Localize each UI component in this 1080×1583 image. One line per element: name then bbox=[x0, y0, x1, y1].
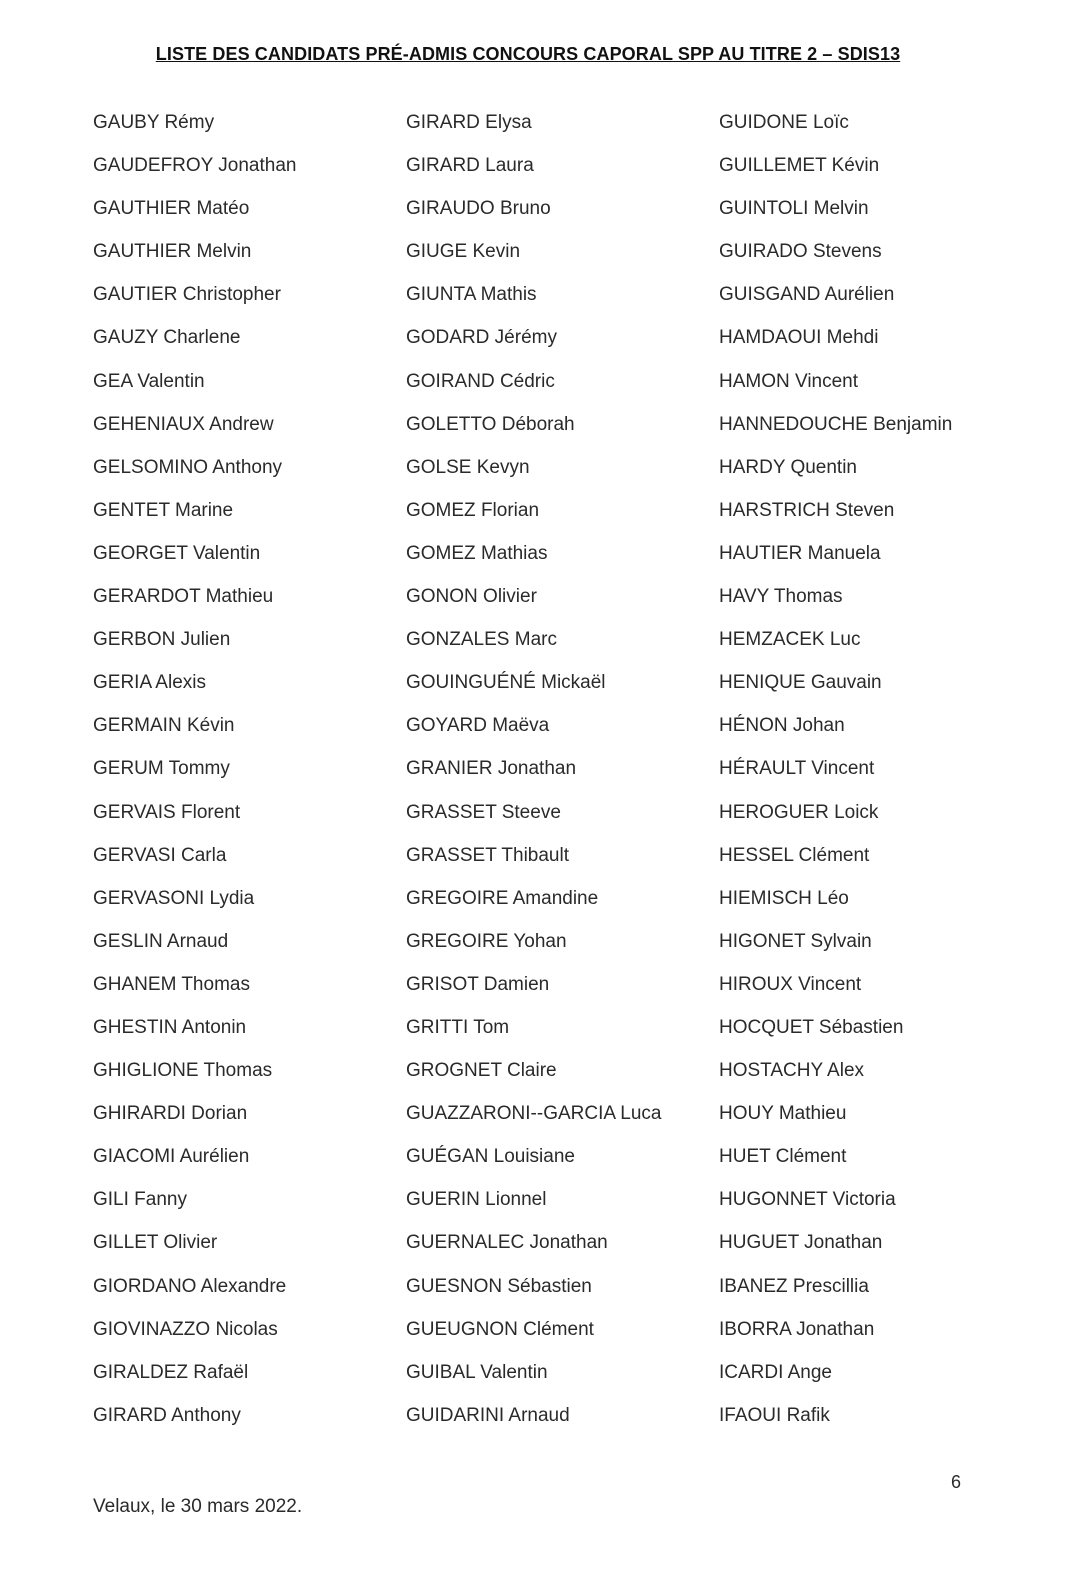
candidate-name: GOYARD Maëva bbox=[406, 715, 550, 737]
candidate-name: HARDY Quentin bbox=[719, 456, 857, 478]
candidate-name: GHANEM Thomas bbox=[93, 973, 250, 995]
candidate-name: HAVY Thomas bbox=[719, 586, 843, 608]
candidate-name: GONON Olivier bbox=[406, 586, 537, 608]
candidate-name: GUINTOLI Melvin bbox=[719, 198, 869, 220]
candidate-name: GIACOMI Aurélien bbox=[93, 1146, 250, 1168]
page-title: LISTE DES CANDIDATS PRÉ-ADMIS CONCOURS CAPORAL SPP AU TITRE 2 – SDIS13 bbox=[155, 44, 901, 64]
candidate-name: GERUM Tommy bbox=[93, 758, 230, 780]
candidate-name: GUIDARINI Arnaud bbox=[406, 1404, 570, 1426]
candidate-name: HUET Clément bbox=[719, 1146, 847, 1168]
candidate-name: HEROGUER Loick bbox=[719, 801, 879, 823]
candidate-name: HUGONNET Victoria bbox=[719, 1189, 896, 1211]
candidate-name: GELSOMINO Anthony bbox=[93, 456, 283, 478]
candidate-name: HAMON Vincent bbox=[719, 370, 859, 392]
candidate-name: GIRARD Laura bbox=[406, 155, 534, 177]
candidate-name: GERBON Julien bbox=[93, 629, 231, 651]
candidate-name: GEA Valentin bbox=[93, 370, 205, 392]
candidate-name: HOSTACHY Alex bbox=[719, 1060, 865, 1082]
candidate-name: GERIA Alexis bbox=[93, 672, 206, 694]
candidate-name: GUEUGNON Clément bbox=[406, 1318, 594, 1340]
candidate-name: GUESNON Sébastien bbox=[406, 1275, 592, 1297]
candidate-name: GIRALDEZ Rafaël bbox=[93, 1361, 249, 1383]
candidate-name: GHESTIN Antonin bbox=[93, 1016, 247, 1038]
candidate-name: HENIQUE Gauvain bbox=[719, 672, 882, 694]
candidate-name: GUISGAND Aurélien bbox=[719, 284, 895, 306]
candidate-name: HÉRAULT Vincent bbox=[719, 758, 875, 780]
candidate-name: GUIRADO Stevens bbox=[719, 241, 882, 263]
candidate-name: GONZALES Marc bbox=[406, 629, 557, 651]
candidate-name: HIGONET Sylvain bbox=[719, 930, 872, 952]
candidate-name: GOLETTO Déborah bbox=[406, 413, 575, 435]
candidate-name: HARSTRICH Steven bbox=[719, 499, 895, 521]
candidate-name: GREGOIRE Yohan bbox=[406, 930, 567, 952]
candidate-name: IBANEZ Prescillia bbox=[719, 1275, 869, 1297]
candidate-name: GAUZY Charlene bbox=[93, 327, 241, 349]
candidate-name: ICARDI Ange bbox=[719, 1361, 832, 1383]
candidate-name: HEMZACEK Luc bbox=[719, 629, 861, 651]
candidate-name: GUILLEMET Kévin bbox=[719, 155, 880, 177]
candidate-name: GILLET Olivier bbox=[93, 1232, 218, 1254]
candidate-column-1 bbox=[93, 110, 296, 1446]
candidate-name: GOMEZ Mathias bbox=[406, 542, 548, 564]
candidate-name: GESLIN Arnaud bbox=[93, 930, 229, 952]
candidate-name: GERARDOT Mathieu bbox=[93, 586, 274, 608]
candidate-name: GUERNALEC Jonathan bbox=[406, 1232, 608, 1254]
candidate-name: HOUY Mathieu bbox=[719, 1103, 847, 1125]
candidate-name: GERVASONI Lydia bbox=[93, 887, 255, 909]
candidate-name: GILI Fanny bbox=[93, 1189, 187, 1211]
candidate-name: GIRARD Elysa bbox=[406, 112, 532, 133]
candidate-name: GHIGLIONE Thomas bbox=[93, 1060, 273, 1082]
candidate-name: HANNEDOUCHE Benjamin bbox=[719, 413, 953, 435]
candidate-name: HIROUX Vincent bbox=[719, 973, 862, 995]
candidate-name: GRASSET Thibault bbox=[406, 844, 569, 866]
candidate-name: HOCQUET Sébastien bbox=[719, 1016, 904, 1038]
candidate-name: GEHENIAUX Andrew bbox=[93, 413, 274, 435]
candidate-name: GIRAUDO Bruno bbox=[406, 198, 551, 220]
candidate-name: GUÉGAN Louisiane bbox=[406, 1146, 575, 1168]
candidate-name: GOMEZ Florian bbox=[406, 499, 540, 521]
candidate-name: GUAZZARONI--GARCIA Luca bbox=[406, 1103, 662, 1125]
candidate-column-3 bbox=[719, 110, 952, 1446]
candidate-name: GUIBAL Valentin bbox=[406, 1361, 548, 1383]
candidate-name: GRANIER Jonathan bbox=[406, 758, 577, 780]
candidate-name: GRITTI Tom bbox=[406, 1016, 510, 1038]
candidate-name: GOLSE Kevyn bbox=[406, 456, 530, 478]
footer-place-date: Velaux, le 30 mars 2022. bbox=[93, 1496, 303, 1517]
candidate-name: GAUBY Rémy bbox=[93, 112, 215, 133]
candidate-name: GIOVINAZZO Nicolas bbox=[93, 1318, 278, 1340]
candidate-name: GREGOIRE Amandine bbox=[406, 887, 599, 909]
candidate-name: GIRARD Anthony bbox=[93, 1404, 241, 1426]
candidate-name: HÉNON Johan bbox=[719, 715, 845, 737]
candidate-name: IBORRA Jonathan bbox=[719, 1318, 875, 1340]
candidate-name: GAUDEFROY Jonathan bbox=[93, 155, 297, 177]
candidate-name: GUIDONE Loïc bbox=[719, 112, 849, 133]
candidate-name: GERMAIN Kévin bbox=[93, 715, 235, 737]
candidate-name: GIUNTA Mathis bbox=[406, 284, 537, 306]
candidate-name: GENTET Marine bbox=[93, 499, 234, 521]
candidate-name: GOUINGUÉNÉ Mickaël bbox=[406, 672, 606, 694]
candidate-name: HAMDAOUI Mehdi bbox=[719, 327, 879, 349]
candidate-name: GAUTHIER Melvin bbox=[93, 241, 252, 263]
candidate-name: GIUGE Kevin bbox=[406, 241, 521, 263]
candidate-name: GAUTHIER Matéo bbox=[93, 198, 250, 220]
candidate-column-2 bbox=[406, 110, 662, 1446]
candidate-name: GROGNET Claire bbox=[406, 1060, 557, 1082]
candidate-name: GHIRARDI Dorian bbox=[93, 1103, 248, 1125]
candidate-name: HESSEL Clément bbox=[719, 844, 870, 866]
candidate-name: IFAOUI Rafik bbox=[719, 1404, 830, 1426]
candidate-name: GAUTIER Christopher bbox=[93, 284, 281, 306]
candidate-name: GEORGET Valentin bbox=[93, 542, 261, 564]
candidate-name: GIORDANO Alexandre bbox=[93, 1275, 287, 1297]
candidate-name: HUGUET Jonathan bbox=[719, 1232, 883, 1254]
candidate-name: GERVASI Carla bbox=[93, 844, 227, 866]
candidate-name: GERVAIS Florent bbox=[93, 801, 241, 823]
candidate-name: GODARD Jérémy bbox=[406, 327, 557, 349]
candidate-name: GUERIN Lionnel bbox=[406, 1189, 547, 1211]
candidate-name: GRASSET Steeve bbox=[406, 801, 561, 823]
candidate-name: HIEMISCH Léo bbox=[719, 887, 849, 909]
candidate-name: HAUTIER Manuela bbox=[719, 542, 881, 564]
candidate-name: GOIRAND Cédric bbox=[406, 370, 555, 392]
candidate-name: GRISOT Damien bbox=[406, 973, 550, 995]
page-number: 6 bbox=[951, 1472, 962, 1492]
